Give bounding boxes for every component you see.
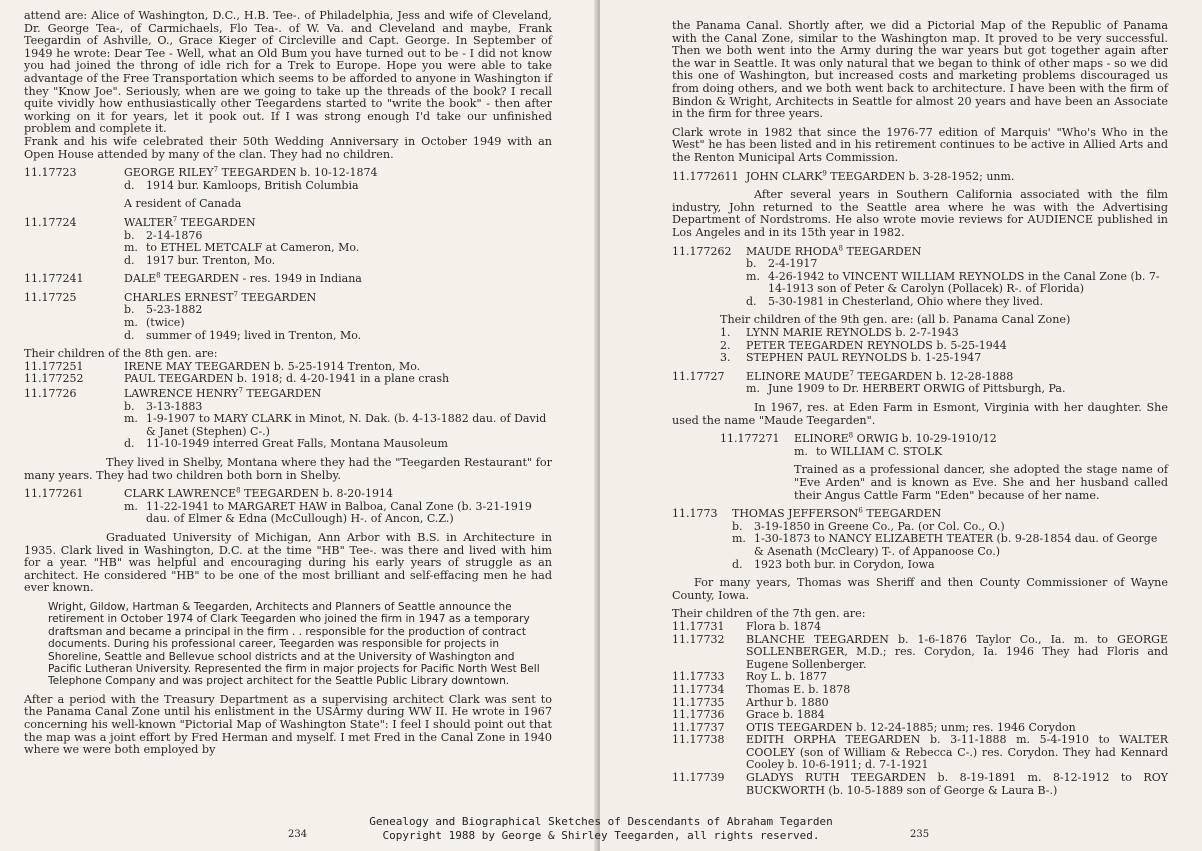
entry-walter: 11.17724 WALTER$^7$ TEEGARDEN b. 2-14-1876 m. to ETHEL METCALF at Cameron, Mo. d. 1917 bur. Trenton, Mo.: [24, 215, 360, 267]
graduated-paragraph: Graduated University of Michigan, Ann Arbor with B.S. in Architecture in 1935. Clark lived in Washington, D.C. at the time "HB" Tee-. was there and lived with him for a year. "HB" was helpful and encouraging during his early years of struggle as an architect. He considered "HB" to be one of the most brilliant and self-effacing men he had ever known.: [24, 530, 552, 595]
list-item-text: STEPHEN PAUL REYNOLDS b. 1-25-1947: [746, 351, 982, 365]
retirement-announcement: Wright, Gildow, Hartman & Teegarden, Architects and Planners of Seattle announce the retirement in October 1974 of Clark Teegarden who joined the firm in 1947 as a temporary draftsman and became a principal in the firm . . responsible for the production of contract documents. During his professional career, Teegarden was responsible for projects in Shoreline, Seattle and Bellevue school districts and at the University of Washington and Pacific Lutheran University. Represented the firm in major projects for Pacific North West Bell Telephone Company and was project architect for the Seattle Public Library downtown.: [48, 600, 540, 688]
children-7th-list: [672, 621, 1168, 797]
list-item-number: 11.17735: [672, 695, 725, 709]
list-item-number: 1.: [720, 326, 731, 340]
children-9th-heading: Their children of the 9th gen. are: (all b. Panama Canal Zone): [720, 313, 1071, 327]
page-footer: [0, 815, 1202, 843]
list-item: [720, 327, 1168, 340]
list-item-number: 11.17737: [672, 720, 725, 734]
list-item-text: Roy L. b. 1877: [746, 670, 827, 684]
entry-clark-lawrence: 11.177261 CLARK LAWRENCE$^8$ TEEGARDEN b. 8-20-1914 m. 11-22-1941 to MARGARET HAW in Balboa, Canal Zone (b. 3-21-1919 dau. of Elmer & Edna (McCullough) H-. of Ancon, C.Z.): [24, 486, 532, 526]
treasury-paragraph: After a period with the Treasury Department as a supervising architect Clark was sent to the Panama Canal Zone until his enlistment in the USArmy during WW II. He wrote in 1967 concerning his well-known "Pictorial Map of Washington State": I feel I should point out that the map was a joint effort by Fred Herman and myself. I met Fred in the Canal Zone in 1940 where we were both employed by: [24, 692, 552, 757]
list-item-text: OTIS TEEGARDEN b. 12-24-1885; unm; res. 1946 Corydon: [746, 720, 1076, 734]
entry-charles-ernest: 11.17725 CHARLES ERNEST$^7$ TEEGARDEN b. 5-23-1882 m. (twice) d. summer of 1949; lived in Trenton, Mo.: [24, 290, 362, 342]
panama-paragraph: the Panama Canal. Shortly after, we did a Pictorial Map of the Republic of Panama with the Canal Zone, similar to the Washington map. It proved to be very successful. Then we both went into the Army during the war years but got together again after the war in Seattle. It was only natural that we began to think of other maps - so we did this one of Washington, but increased costs and marketing problems discouraged us from doing others, and we both went back to architecture. I have been with the firm of Bindon & Wright, Architects in Seattle for almost 20 years and have been an Associate in the firm for three years.: [672, 19, 1168, 121]
entry-maude-rhoda: 11.177262 MAUDE RHODA$^8$ TEEGARDEN b. 2-4-1917 m. 4-26-1942 to VINCENT WILLIAM REYNOLDS in the Canal Zone (b. 7-14-1913 son of Peter & Carolyn (Pollacek) R-. of Florida) d. 5-30-1981 in Chesterland, Ohio where they lived.: [672, 243, 1160, 308]
sheriff-paragraph: For many years, Thomas was Sheriff and then County Commissioner of Wayne County, Iowa.: [672, 576, 1168, 602]
list-item-text: Grace b. 1884: [746, 708, 825, 722]
list-item-text: EDITH ORPHA TEEGARDEN b. 3-11-1888 m. 5-4-1910 to WALTER COOLEY (son of William & Rebecca C-.) res. Corydon. They had Kennard Cooley b. 10-6-1911; d. 7-1-1921: [746, 733, 1168, 772]
entry-elinore-orwig: 11.177271 ELINORE$^8$ ORWIG b. 10-29-1910/12 m. to WILLIAM C. STOLK: [720, 431, 997, 458]
esmont-paragraph: In 1967, res. at Eden Farm in Esmont, Virginia with her daughter. She used the name "Maude Teegarden".: [672, 401, 1168, 427]
dancer-paragraph: Trained as a professional dancer, she adopted the stage name of "Eve Arden" and is known as Eve. She and her husband called their Angus Cattle Farm "Eden" because of her name.: [794, 463, 1168, 502]
entry-elinore-maude: 11.17727 ELINORE MAUDE$^7$ TEEGARDEN b. 12-28-1888 m. June 1909 to Dr. HERBERT ORWIG of Pittsburgh, Pa.: [672, 369, 1066, 396]
footer-title: Genealogy and Biographical Sketches of Descendants of Abraham Tegarden: [369, 815, 833, 828]
list-item: [720, 352, 1168, 365]
list-item-text: LYNN MARIE REYNOLDS b. 2-7-1943: [746, 326, 959, 340]
list-item-text: Arthur b. 1880: [746, 695, 829, 709]
list-item: [672, 734, 1168, 772]
right-page: [600, 0, 1202, 851]
list-item-number: 2.: [720, 338, 731, 352]
marquis-paragraph: Clark wrote in 1982 that since the 1976-77 edition of Marquis' "Who's Who in the West" he has been listed and in his retirement continues to be active in Allied Arts and the Renton Municipal Arts Commission.: [672, 125, 1168, 164]
footer-copyright: Copyright 1988 by George & Shirley Teegarden, all rights reserved.: [382, 829, 820, 842]
list-item-number: 3.: [720, 351, 731, 365]
page-number-right: 235: [910, 829, 930, 840]
shelby-paragraph: They lived in Shelby, Montana where they had the "Teegarden Restaurant" for many years. They had two children both born in Shelby.: [24, 456, 552, 482]
list-item-number: 11.17731: [672, 619, 725, 633]
entry-john-clark: 11.1772611 JOHN CLARK$^9$ TEEGARDEN b. 3-28-1952; unm.: [672, 168, 1015, 183]
list-item: [672, 621, 1168, 634]
list-item-text: PETER TEEGARDEN REYNOLDS b. 5-25-1944: [746, 338, 1007, 352]
children-7th-heading: Their children of the 7th gen. are:: [672, 607, 866, 621]
entry-thomas-jefferson: 11.1773 THOMAS JEFFERSON$^6$ TEEGARDEN b. 3-19-1850 in Greene Co., Pa. (or Col. Co., O.) m. 1-30-1873 to NANCY ELIZABETH TEATER (b. 9-28-1854 dau. of George & Asenath (McCleary) T-. of Appanoose Co.) d. 1923 both bur. in Corydon, Iowa: [672, 506, 1158, 571]
list-item-number: 11.17738: [672, 733, 725, 747]
list-item-text: Flora b. 1874: [746, 619, 822, 633]
list-item: [672, 634, 1168, 672]
intro-paragraph: attend are: Alice of Washington, D.C., H.B. Tee-. of Philadelphia, Jess and wife of Cleveland, Dr. George Tea-, of Carmichaels, Flo Tea-. of W. Va. and Cleveland and maybe, Frank Teegardin of Ashville, O., Grace Kieger of Circleville and Capt. George. In September of 1949 he wrote: Dear Tee - Well, what an Old Bum you have turned out to be - I did not know you had joined the throng of idle rich for a Trek to Europe. Hope you were able to take advantage of the Free Transportation which seems to be afforded to anyone in Washington if they "Know Joe". Seriously, when are we going to take up the threads of the book? I recall quite vividly how enthusiastically other Teegardens started to "write the book" - then after working on it for years, let it pook out. If I was strong enough I'd take our unfinished problem and complete it.: [24, 9, 552, 136]
entry-dale: 11.177241 DALE$^8$ TEEGARDEN - res. 1949 in Indiana: [24, 271, 362, 286]
list-item-number: 11.17733: [672, 670, 725, 684]
anniversary-paragraph: Frank and his wife celebrated their 50th Wedding Anniversary in October 1949 with an Open House attended by many of the clan. They had no children.: [24, 134, 552, 161]
film-paragraph: After several years in Southern California associated with the film industry, John returned to the Seattle area where he was with the Advertising Department of Nordstroms. He also wrote movie reviews for AUDIENCE published in Los Angeles and in its 15th year in 1982.: [672, 188, 1168, 239]
list-item: [672, 684, 1168, 697]
list-item: [672, 709, 1168, 722]
child-paul: 11.177252 PAUL TEEGARDEN b. 1918; d. 4-20-1941 in a plane crash: [24, 372, 450, 386]
list-item-text: Thomas E. b. 1878: [746, 682, 851, 696]
list-item-text: BLANCHE TEEGARDEN b. 1-6-1876 Taylor Co., Ia. m. to GEORGE SOLLENBERGER, M.D.; res. Corydon, Ia. 1946 They had Floris and Eugene Sollenberger.: [746, 632, 1168, 671]
children-9th-list: [672, 327, 1168, 365]
list-item-number: 11.17734: [672, 682, 725, 696]
child-irene-may: 11.177251 IRENE MAY TEEGARDEN b. 5-25-1914 Trenton, Mo.: [24, 359, 421, 373]
entry-george-riley: 11.17723 GEORGE RILEY$^7$ TEEGARDEN b. 10-12-1874 d. 1914 bur. Kamloops, British Columbia A resident of Canada: [24, 165, 378, 211]
list-item-number: 11.17732: [672, 632, 725, 646]
page-number-left: 234: [288, 829, 308, 840]
children-8th-heading: Their children of the 8th gen. are:: [24, 347, 218, 361]
entry-lawrence-henry: 11.17726 LAWRENCE HENRY$^7$ TEEGARDEN b. 3-13-1883 m. 1-9-1907 to MARY CLARK in Minot, N. Dak. (b. 4-13-1882 dau. of David & Janet (Stephen) C-.) d. 11-10-1949 interred Great Falls, Montana Mausoleum: [24, 386, 547, 451]
list-item: [672, 772, 1168, 797]
list-item-text: GLADYS RUTH TEEGARDEN b. 8-19-1891 m. 8-12-1912 to ROY BUCKWORTH (b. 10-5-1889 son of George & Laura B-.): [746, 771, 1168, 797]
list-item-number: 11.17739: [672, 771, 725, 785]
list-item-number: 11.17736: [672, 708, 725, 722]
left-page: [0, 0, 598, 851]
